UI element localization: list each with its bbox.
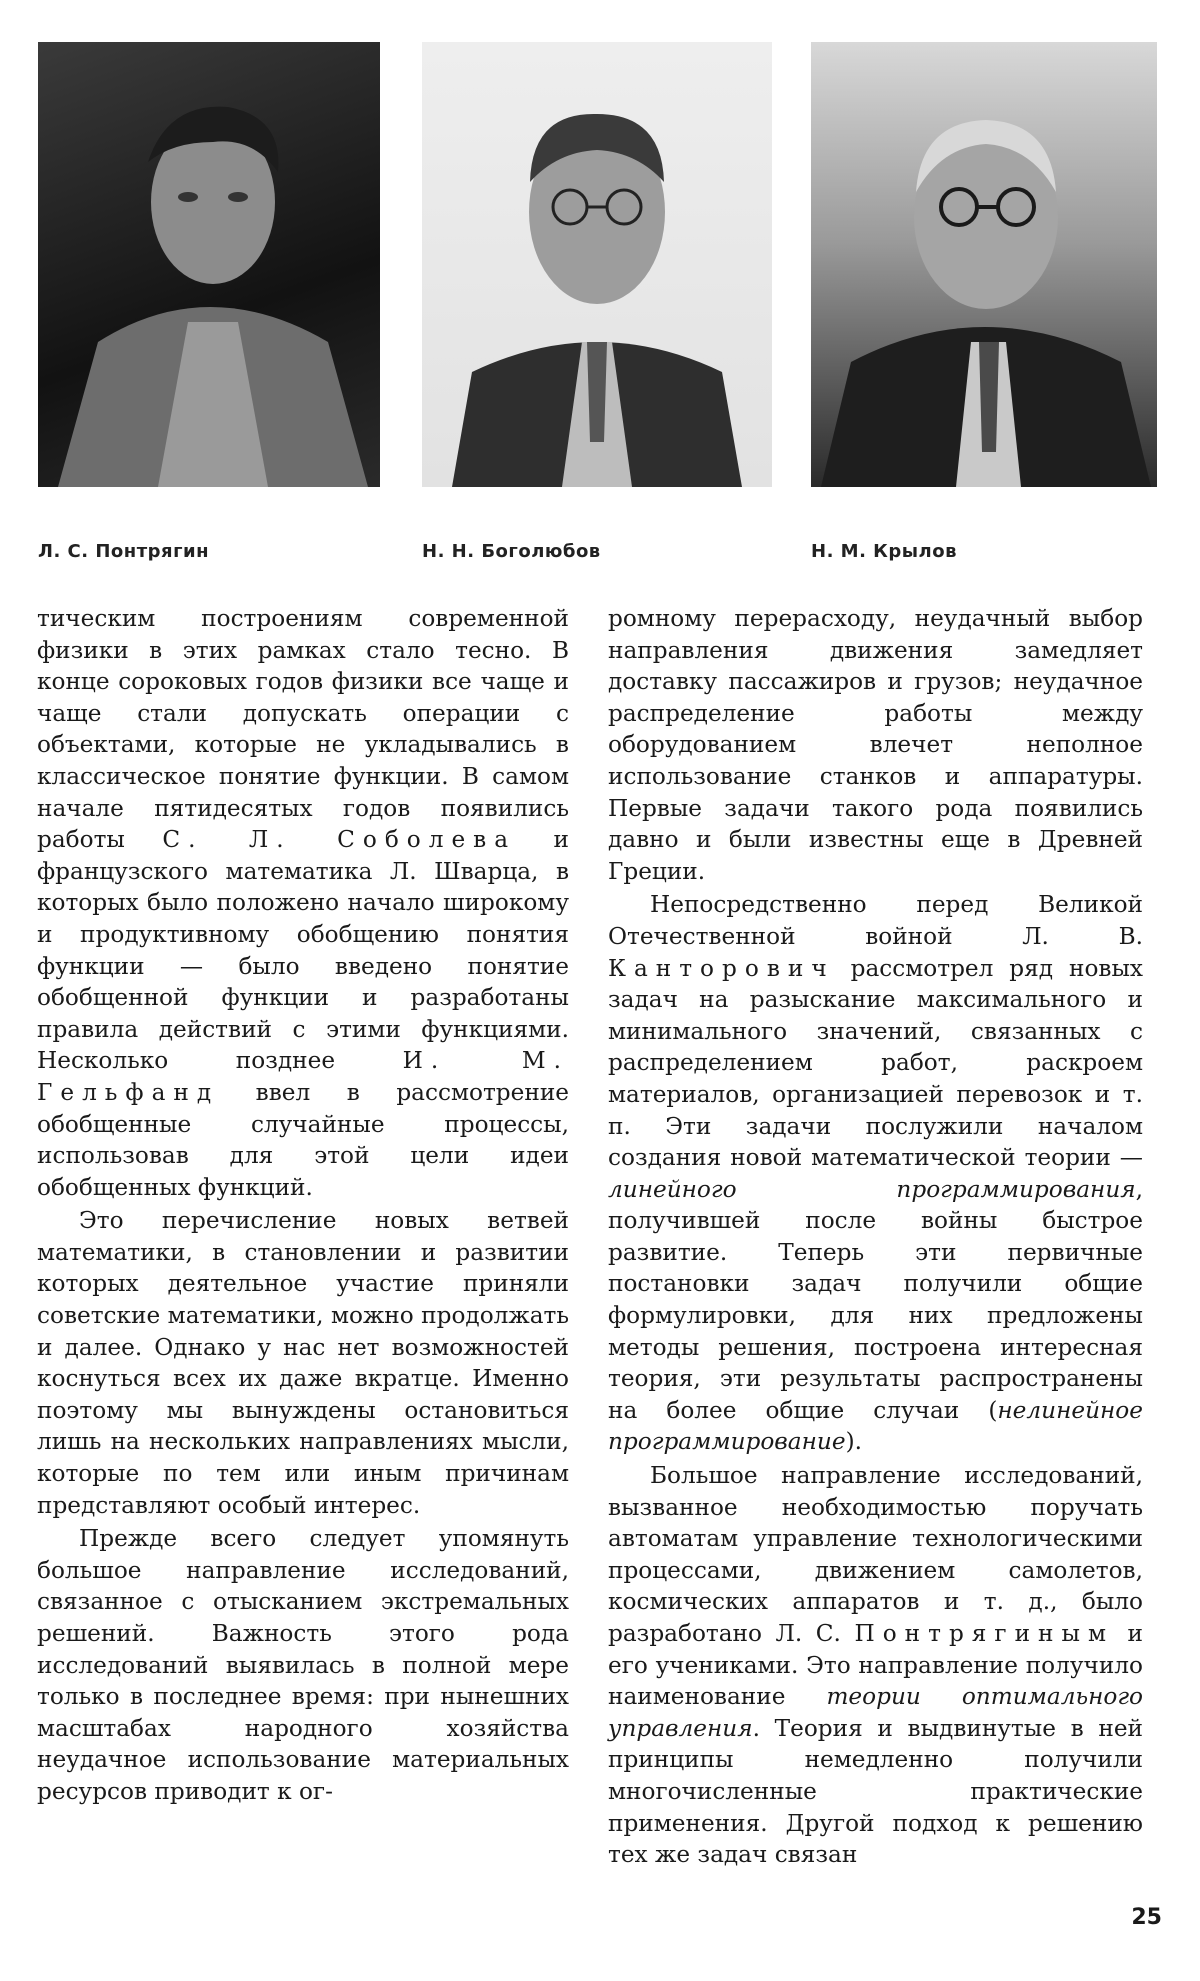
paragraph: Прежде всего следует упомянуть большое направление исследований, связанное с отысканием экстремальных решений. Важность этого рода исследований выявилась в полной мере только в последнее время: при нынешних масштабах народного хозяйства неудачное использование материальных ресурсов приводит к ог- — [37, 1525, 569, 1805]
portrait-pontryagin — [38, 42, 380, 487]
name-spaced: Понтрягиным — [854, 1620, 1114, 1647]
name-spaced: С. Л. Соболева — [162, 826, 517, 854]
caption-krylov: Н. М. Крылов — [811, 541, 958, 562]
term-italic: линейного программирования — [608, 1175, 1136, 1203]
right-column — [608, 603, 1143, 1871]
left-column — [37, 603, 569, 1808]
paragraph: Большое направление исследований, вызванное необходимостью поручать автоматам управление технологическими процессами, движением самолетов, космических аппаратов и т. д., было разработано Л. С. Понтрягиным и его учениками. Это направление получило наименование теории оптимального управления. Теория и выдвинутые в ней принципы немедленно получили многочисленные практические применения. Другой подход к решению тех же задач связан — [608, 1462, 1144, 1869]
portrait-bogolyubov — [422, 42, 772, 487]
portrait-krylov — [811, 42, 1157, 487]
caption-bogolyubov: Н. Н. Боголюбов — [422, 541, 601, 562]
term-italic: нелинейное программирование — [608, 1396, 1143, 1456]
term-italic: теории оптимального управления — [608, 1683, 1143, 1742]
paragraph: ромному перерасходу, неудачный выбор направления движения замедляет доставку пассажиров и грузов; неудачное распределение работы между оборудованием влечет неполное использование станков и аппаратуры. Первые задачи такого рода появились давно и были известны еще в Древней Греции. — [608, 605, 1143, 885]
page-number: 25 — [1131, 1905, 1162, 1930]
paragraph: Непосредственно перед Великой Отечественной войной Л. В. Канторович рассмотрел ряд новых задач на разыскание максимального и минимального значений, связанных с распределением работ, раскроем материалов, организацией перевозок и т. п. Эти задачи послужили началом создания новой математической теории — линейного программирования, получившей после войны быстрое развитие. Теперь эти первичные постановки задач получили общие формулировки, для них предложены методы решения, построена интересная теория, эти результаты распространены на более общие случаи (нелинейное программирование). — [608, 891, 1143, 1456]
paragraph: Это перечисление новых ветвей математики, в становлении и развитии которых деятельное участие приняли советские математики, можно продолжать и далее. Однако у нас нет возможностей коснуться всех их даже вкратце. Именно поэтому мы вынуждены остановиться лишь на нескольких направлениях мысли, которые по тем или иным причинам представляют особый интерес. — [37, 1207, 569, 1519]
name-spaced: Канторович — [608, 954, 835, 982]
paragraph: тическим построениям современной физики в этих рамках стало тесно. В конце сороковых годов физики все чаще и чаще стали допускать операции с объектами, которые не укладывались в классическое понятие функции. В самом начале пятидесятых годов появились работы С. Л. Соболева и французского математика Л. Шварца, в которых было положено начало широкому и продуктивному обобщению понятия функции — было введено понятие обобщенной функции и разработаны правила действий с этими функциями. Несколько позднее И. М. Гельфанд ввел в рассмотрение обобщенные случайные процессы, использовав для этой цели идеи обобщенных функций. — [37, 605, 570, 1201]
caption-pontryagin: Л. С. Понтрягин — [38, 541, 210, 562]
name-spaced: И. М. Гельфанд — [37, 1047, 569, 1106]
